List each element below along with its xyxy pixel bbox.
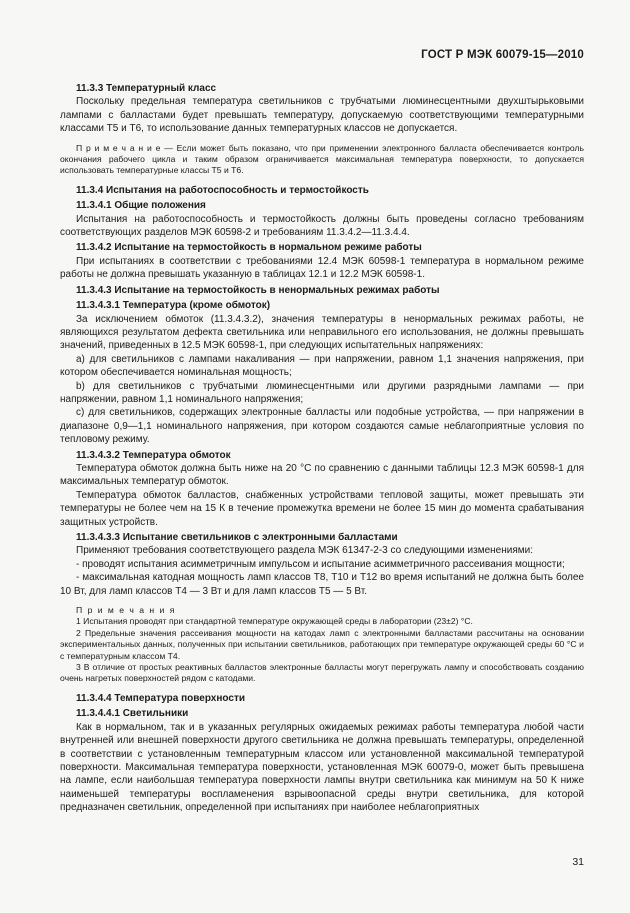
- section-heading: 11.3.3 Температурный класс: [76, 83, 217, 94]
- section-heading: 11.3.4.3.1 Температура (кроме обмоток): [76, 300, 271, 312]
- paragraph: Температура обмоток балластов, снабженных устройствами тепловой защиты, может превышать эти температуры не более чем на 15 К в течение промежутка времени не более 15 мин до момента срабатывания защитных устройств.: [60, 489, 584, 528]
- paragraph: b) для светильников с трубчатыми люминесцентными или другими разрядными лампами — при напряжении, равном 1,1 номинального напряжения;: [60, 380, 584, 405]
- note-item: 3 В отличие от простых реактивных балластов электронные балласты могут перегружать лампу и способствовать созданию очень нагретых поверхностей рядом с катодами.: [60, 662, 584, 684]
- section-heading: 11.3.4.3.3 Испытание светильников с электронными балластами: [76, 532, 398, 543]
- paragraph: - проводят испытания асимметричным импульсом и испытание асимметричного рассеивания мощности;: [76, 558, 565, 570]
- paragraph: - максимальная катодная мощность ламп классов Т8, Т10 и Т12 во время испытаний не должна быть более 10 Вт, для ламп классов Т4 — 3 Вт и для ламп классов Т5 — 5 Вт.: [60, 572, 584, 597]
- paragraph: с) для светильников, содержащих электронные балласты или подобные устройства, — при напряжении в диапазоне 0,9—1,1 номинального напряжения, при котором создаются самые неблагоприятные условия по тепловому режиму.: [60, 407, 584, 446]
- section-heading: 11.3.4.1 Общие положения: [76, 200, 206, 212]
- document-body: [60, 80, 584, 815]
- section-heading: 11.3.4.2 Испытание на термостойкость в нормальном режиме работы: [76, 242, 422, 254]
- section-heading: 11.3.4.3.2 Температура обмоток: [76, 449, 231, 461]
- paragraph: За исключением обмоток (11.3.4.3.2), значения температуры в ненормальных режимах работы, не являющихся результатом дефекта светильника или неправильного его использования, не должны превышать значений, приведенных в 12.5 МЭК 60598-1, при следующих испытательных напряжениях:: [60, 313, 584, 352]
- note-item: 2 Предельные значения рассеивания мощности на катодах ламп с электронными балластами рассчитаны на основании экспериментальных данных, полученных при испытании светильников, работающих при температуре окружающей среды 60 °С и с температурным классом Т4.: [60, 627, 584, 661]
- section-heading: 11.3.4 Испытания на работоспособность и термостойкость: [76, 184, 369, 196]
- paragraph: Испытания на работоспособность и термостойкость должны быть проведены согласно требованиям соответствующих разделов МЭК 60598-2 и требованиям 11.3.4.2—11.3.4.4.: [60, 213, 584, 239]
- section-heading: 11.3.4.4 Температура поверхности: [76, 692, 245, 704]
- section-heading: 11.3.4.3 Испытание на термостойкость в ненормальных режимах работы: [76, 284, 440, 296]
- section-heading: 11.3.4.4.1 Светильники: [76, 708, 189, 720]
- page-number: 31: [572, 856, 584, 868]
- paragraph: Поскольку предельная температура светильников с трубчатыми люминесцентными двухштырьковыми лампами с балластами будет превышать температуру, допускаемую соответствующими температурными классами Т5 и Т6, то использование данных температурных классов не допускается.: [60, 96, 584, 135]
- paragraph: Применяют требования соответствующего раздела МЭК 61347-2-3 со следующими изменениями:: [76, 545, 533, 557]
- notes-heading: П р и м е ч а н и я: [76, 605, 176, 616]
- paragraph: При испытаниях в соответствии с требованиями 12.4 МЭК 60598-1 температура в нормальном режиме работы не должна превышать указанную в таблицах 12.1 и 12.2 МЭК 60598-1.: [60, 255, 584, 281]
- note: П р и м е ч а н и е — Если может быть показано, что при применении электронного балласта обеспечивается контроль окончания рабочего цикла и таким образом ограничивается максимальная температура поверхности, то допускается использовать температурные классы Т5 и Т6.: [60, 142, 584, 176]
- paragraph: Температура обмоток должна быть ниже на 20 °С по сравнению с данными таблицы 12.3 МЭК 60598-1 для максимальных температур обмоток.: [60, 462, 584, 488]
- standard-header: ГОСТ Р МЭК 60079-15—2010: [421, 49, 584, 61]
- note-item: 1 Испытания проводят при стандартной температуре окружающей среды в лаборатории (23±2) °С.: [76, 616, 473, 627]
- paragraph: а) для светильников с лампами накаливания — при напряжении, равном 1,1 значения напряжения, при котором обеспечивается номинальная мощность;: [60, 353, 584, 379]
- paragraph: Как в нормальном, так и в указанных регулярных ожидаемых режимах работы температура любой части внутренней или внешней поверхности другого светильника не должна превышать температуры, определенной в соответствии с установленным температурным классом или установленной максимальной температурой поверхности. Максимальная температура поверхности, установленная МЭК 60079-0, может быть превышена на лампе, если наибольшая температура поверхности лампы внутри светильника как минимум на 50 К ниже наименьшей температуры воспламенения взрывоопасной среды внутри светильника, для которой предназначен светильник, определенной при испытаниях при наиболее неблагоприятных: [60, 721, 584, 814]
